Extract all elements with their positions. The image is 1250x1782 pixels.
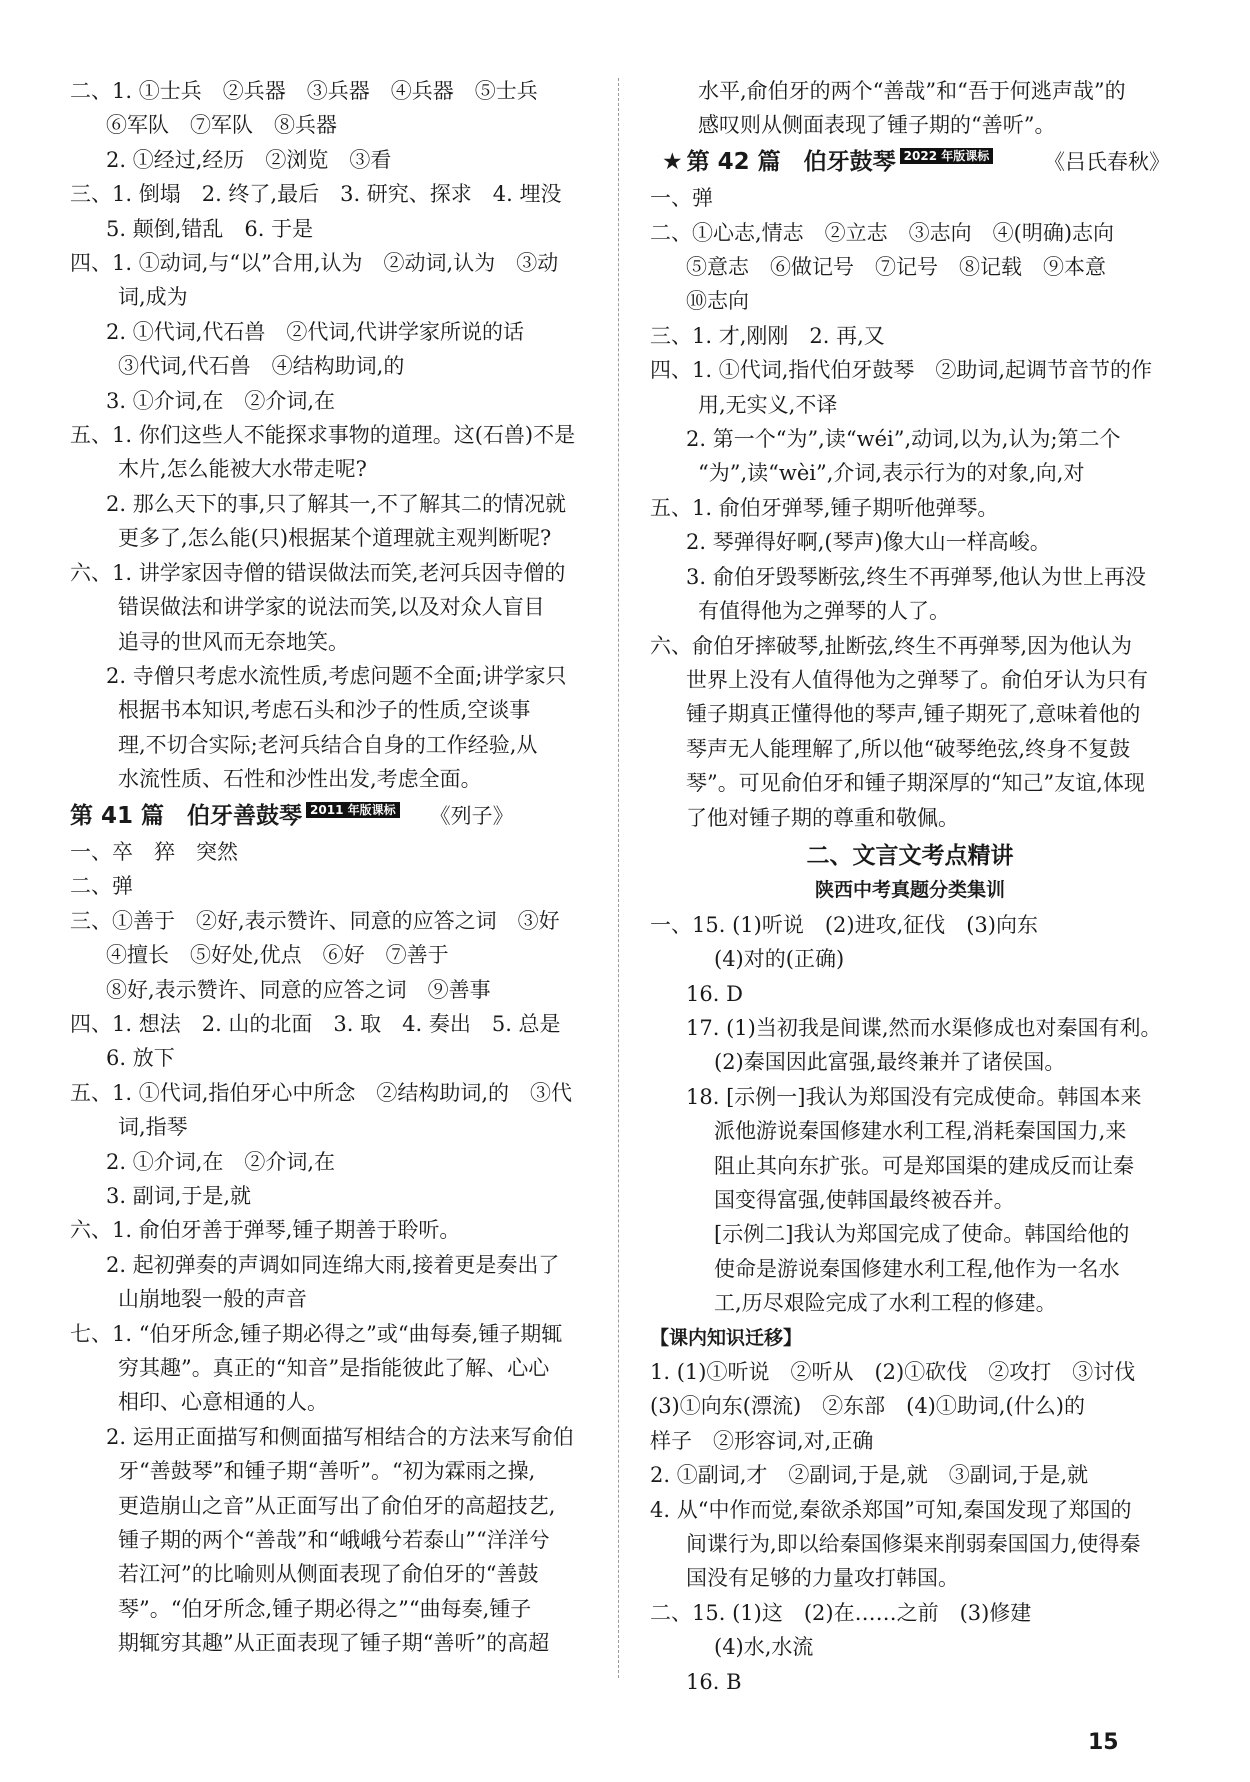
answer-line: 2. ①代词,代石兽 ②代词,代讲学家所说的话	[106, 319, 525, 344]
answers-block-42	[650, 181, 1170, 835]
answer-line: 三、①善于 ②好,表示赞许、同意的应答之词 ③好	[70, 908, 560, 933]
answer-line: 2. 第一个“为”,读“wéi”,动词,以为,认为;第二个	[686, 427, 1121, 452]
answer-line: 二、15. (1)这 (2)在……之前 (3)修建	[650, 1600, 1032, 1625]
answer-line: 工,历尽艰险完成了水利工程的修建。	[714, 1291, 1057, 1316]
answer-line: 山崩地裂一般的声音	[118, 1287, 307, 1312]
answer-line: 琴”。可见俞伯牙和锺子期深厚的“知己”友谊,体现	[686, 771, 1145, 796]
answer-line: “为”,读“wèi”,介词,表示行为的对象,向,对	[698, 461, 1085, 486]
answer-line: 三、1. 倒塌 2. 终了,最后 3. 研究、探求 4. 埋没	[70, 182, 562, 207]
answer-line: 五、1. ①代词,指伯牙心中所念 ②结构助词,的 ③代	[70, 1080, 573, 1105]
answers-block-cont	[650, 74, 1170, 143]
article-42-badge: 2022 年版课标	[900, 148, 994, 164]
answer-line: 阻止其向东扩张。可是郑国渠的建成反而让秦	[714, 1153, 1134, 1178]
answer-line: 锺子期的两个“善哉”和“峨峨兮若泰山”“洋洋兮	[118, 1528, 550, 1553]
answer-line: 六、1. 讲学家因寺僧的错误做法而笑,老河兵因寺僧的	[70, 560, 566, 585]
article-41-badge: 2011 年版课标	[306, 802, 400, 818]
right-column	[650, 74, 1170, 1699]
answer-line: 二、①心志,情志 ②立志 ③志向 ④(明确)志向	[650, 220, 1115, 245]
article-41-heading	[70, 799, 600, 833]
answer-line: 四、1. ①代词,指代伯牙鼓琴 ②助词,起调节音节的作	[650, 358, 1153, 383]
answer-line: 世界上没有人值得他为之弹琴了。俞伯牙认为只有	[686, 667, 1148, 692]
column-divider	[618, 78, 619, 1678]
answer-line: 16. B	[686, 1669, 742, 1694]
answer-line: 感叹则从侧面表现了锺子期的“善听”。	[698, 113, 1056, 138]
answers-block-41	[70, 835, 600, 1661]
answer-line: 二、1. ①士兵 ②兵器 ③兵器 ④兵器 ⑤士兵	[70, 79, 538, 103]
answer-line: 一、弹	[650, 186, 713, 211]
article-42-title: 第 42 篇 伯牙鼓琴	[686, 148, 896, 175]
answer-line: ④擅长 ⑤好处,优点 ⑥好 ⑦善于	[106, 943, 449, 968]
answer-line: ⑧好,表示赞许、同意的应答之词 ⑨善事	[106, 977, 491, 1002]
answers-block-exam	[650, 908, 1170, 1321]
answer-line: 二、弹	[70, 874, 133, 899]
answer-line: 国变得富强,使韩国最终被吞并。	[714, 1188, 1015, 1212]
answer-line: (4)对的(正确)	[714, 947, 845, 972]
article-42-source: 《吕氏春秋》	[1044, 149, 1170, 174]
answer-line: 2. 寺僧只考虑水流性质,考虑问题不全面;讲学家只	[106, 663, 567, 688]
answer-line: 期辄穷其趣”从正面表现了锺子期“善听”的高超	[118, 1631, 550, 1656]
answer-line: 6. 放下	[106, 1046, 175, 1071]
answer-line: 派他游说秦国修建水利工程,消耗秦国国力,来	[714, 1119, 1127, 1144]
answer-line: 水平,俞伯牙的两个“善哉”和“吾于何逃声哉”的	[698, 79, 1126, 103]
answers-block-transfer	[650, 1355, 1170, 1699]
section-title: 二、文言文考点精讲	[806, 842, 1014, 869]
answer-line: 若江河”的比喻则从侧面表现了俞伯牙的“善鼓	[118, 1562, 539, 1587]
answer-line: 用,无实义,不译	[698, 392, 838, 417]
answer-line: ⑤意志 ⑥做记号 ⑦记号 ⑧记载 ⑨本意	[686, 255, 1106, 280]
answer-line: 词,成为	[118, 285, 188, 310]
answer-line: 六、1. 俞伯牙善于弹琴,锺子期善于聆听。	[70, 1218, 461, 1243]
article-42-heading	[650, 145, 1170, 179]
answer-line: 五、1. 俞伯牙弹琴,锺子期听他弹琴。	[650, 495, 999, 520]
answer-line: 水流性质、石性和沙性出发,考虑全面。	[118, 767, 482, 792]
answer-line: 追寻的世风而无奈地笑。	[118, 629, 349, 654]
answer-line: 三、1. 才,刚刚 2. 再,又	[650, 323, 885, 348]
answer-line: ⑩志向	[686, 289, 749, 314]
answer-line: [示例二]我认为郑国完成了使命。韩国给他的	[714, 1222, 1130, 1247]
answer-line: 使命是游说秦国修建水利工程,他作为一名水	[714, 1256, 1120, 1281]
article-41-source: 《列子》	[429, 803, 514, 828]
answer-line: 2. 那么天下的事,只了解其一,不了解其二的情况就	[106, 491, 567, 516]
star-icon: ★	[662, 148, 683, 175]
answer-line: 五、1. 你们这些人不能探求事物的道理。这(石兽)不是	[70, 423, 576, 448]
answer-line: 3. 俞伯牙毁琴断弦,终生不再弹琴,他认为世上再没	[686, 564, 1147, 589]
transfer-heading: 【课内知识迁移】	[650, 1326, 803, 1349]
answer-line: 国没有足够的力量攻打韩国。	[686, 1566, 959, 1591]
answer-line: (3)①向东(漂流) ②东部 (4)①助词,(什么)的	[650, 1394, 1085, 1419]
answers-block-1	[70, 74, 600, 797]
answer-line: (2)秦国因此富强,最终兼并了诸侯国。	[714, 1050, 1066, 1075]
answer-line: 四、1. 想法 2. 山的北面 3. 取 4. 奏出 5. 总是	[70, 1011, 561, 1036]
answer-line: 1. (1)①听说 ②听从 (2)①砍伐 ②攻打 ③讨伐	[650, 1360, 1136, 1385]
answer-line: 木片,怎么能被大水带走呢?	[118, 457, 367, 482]
answer-line: 3. ①介词,在 ②介词,在	[106, 388, 336, 413]
section-subtitle: 陕西中考真题分类集训	[814, 879, 1005, 902]
answer-line: 了他对锺子期的尊重和敬佩。	[686, 805, 959, 830]
answer-line: 错误做法和讲学家的说法而笑,以及对众人盲目	[118, 595, 545, 620]
answer-line: 2. 运用正面描写和侧面描写相结合的方法来写俞伯	[106, 1424, 574, 1449]
answer-line: 更造崩山之音”从正面写出了俞伯牙的高超技艺,	[118, 1493, 556, 1518]
answer-line: 四、1. ①动词,与“以”合用,认为 ②动词,认为 ③动	[70, 251, 559, 276]
answer-line: 一、卒 猝 突然	[70, 839, 238, 864]
answer-line: 锺子期真正懂得他的琴声,锺子期死了,意味着他的	[686, 702, 1141, 727]
answer-line: 2. ①介词,在 ②介词,在	[106, 1149, 336, 1174]
article-41-title: 第 41 篇 伯牙善鼓琴	[70, 802, 303, 829]
answer-line: 2. 琴弹得好啊,(琴声)像大山一样高峻。	[686, 530, 1051, 555]
answer-line: 穷其趣”。真正的“知音”是指能彼此了解、心心	[118, 1356, 550, 1381]
answer-line: 2. ①副词,才 ②副词,于是,就 ③副词,于是,就	[650, 1463, 1089, 1488]
answer-line: 牙“善鼓琴”和锺子期“善听”。“初为霖雨之操,	[118, 1459, 536, 1484]
left-column	[70, 74, 600, 1661]
answer-line: 相印、心意相通的人。	[118, 1390, 328, 1415]
answer-line: 17. (1)当初我是间谍,然而水渠修成也对秦国有利。	[686, 1015, 1162, 1040]
answer-line: 词,指琴	[118, 1115, 188, 1140]
answer-line: 一、15. (1)听说 (2)进攻,征伐 (3)向东	[650, 912, 1038, 937]
answer-line: 根据书本知识,考虑石头和沙子的性质,空谈事	[118, 698, 531, 723]
answer-line: 2. ①经过,经历 ②浏览 ③看	[106, 147, 392, 172]
answer-line: 2. 起初弹奏的声调如同连绵大雨,接着更是奏出了	[106, 1252, 560, 1277]
answer-line: 有值得他为之弹琴的人了。	[698, 599, 950, 624]
answer-line: 六、俞伯牙摔破琴,扯断弦,终生不再弹琴,因为他认为	[650, 633, 1133, 658]
answer-line: 琴”。“伯牙所念,锺子期必得之”“曲每奏,锺子	[118, 1596, 532, 1621]
answer-line: 5. 颠倒,错乱 6. 于是	[106, 216, 314, 241]
answer-line: (4)水,水流	[714, 1635, 814, 1660]
answer-line: ⑥军队 ⑦军队 ⑧兵器	[106, 113, 337, 138]
answer-line: 样子 ②形容词,对,正确	[650, 1428, 874, 1453]
answer-line: 更多了,怎么能(只)根据某个道理就主观判断呢?	[118, 526, 552, 551]
page-number: 15	[1088, 1730, 1119, 1755]
answer-line: 3. 副词,于是,就	[106, 1184, 252, 1208]
answer-line: 4. 从“中作而觉,秦欲杀郑国”可知,秦国发现了郑国的	[650, 1497, 1132, 1522]
answer-line: ③代词,代石兽 ④结构助词,的	[118, 354, 405, 379]
answer-line: 理,不切合实际;老河兵结合自身的工作经验,从	[118, 732, 538, 757]
answer-line: 琴声无人能理解了,所以他“破琴绝弦,终身不复鼓	[686, 736, 1131, 761]
answer-line: 七、1. “伯牙所念,锺子期必得之”或“曲每奏,锺子期辄	[70, 1321, 563, 1346]
answer-line: 18. [示例一]我认为郑国没有完成使命。韩国本来	[686, 1084, 1142, 1109]
answer-line: 16. D	[686, 981, 743, 1006]
answer-line: 间谍行为,即以给秦国修渠来削弱秦国国力,使得秦	[686, 1532, 1141, 1557]
